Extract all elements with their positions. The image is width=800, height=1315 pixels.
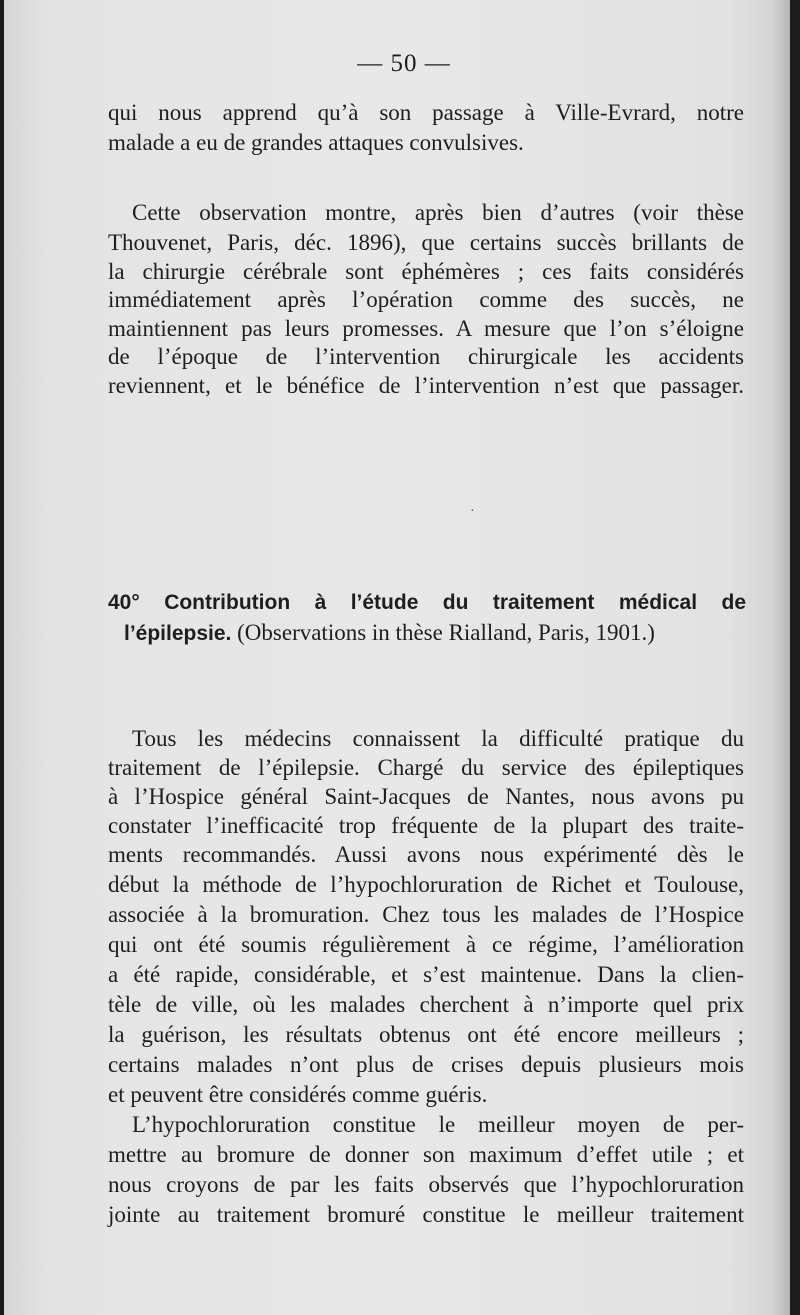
text-line: Cette observation montre, après bien d’autres (voir thèse [132, 200, 744, 225]
section-title-end: l’épilepsie. [124, 622, 232, 645]
text-line: qui ont été soumis régulièrement à ce régime, l’amélioration [108, 932, 744, 957]
text-line: certains malades n’ont plus de crises depuis plusieurs mois [108, 1052, 744, 1077]
ink-speck: · [470, 504, 475, 519]
section-heading-line-1 [108, 586, 746, 618]
text-line: reviennent, et le bénéfice de l’intervention n’est que passager. [108, 373, 744, 398]
text-line: Thouvenet, Paris, déc. 1896), que certains succès brillants de [108, 230, 744, 255]
text-line: a été rapide, considérable, et s’est maintenue. Dans la clien- [108, 962, 744, 987]
text-line: L’hypochloruration constitue le meilleur moyen de per- [132, 1112, 744, 1137]
section-subtitle: (Observations in thèse Rialland, Paris, 1901.) [231, 620, 655, 645]
text-line: qui nous apprend qu’à son passage à Ville-Evrard, notre [108, 100, 744, 125]
text-line: la guérison, les résultats obtenus ont été encore meilleurs ; [108, 1022, 744, 1047]
text-line: début la méthode de l’hypochloruration de Richet et Toulouse, [108, 872, 744, 897]
text-line: traitement de l’épilepsie. Chargé du service des épileptiques [108, 755, 744, 780]
book-page [4, 0, 790, 1315]
section-title: 40° Contribution à l’étude du traitement médical de [108, 591, 746, 614]
text-line: la chirurgie cérébrale sont éphémères ; ces faits considérés [108, 259, 744, 284]
text-line: et peuvent être considérés comme guéris. [108, 1082, 488, 1107]
text-line: tèle de ville, où les malades cherchent à n’importe quel prix [108, 992, 744, 1017]
text-line: Tous les médecins connaissent la difficulté pratique du [132, 726, 744, 751]
text-line: jointe au traitement bromuré constitue le meilleur traitement [108, 1202, 744, 1227]
text-line: nous croyons de par les faits observés que l’hypochloruration [108, 1172, 744, 1197]
text-line: à l’Hospice général Saint-Jacques de Nantes, nous avons pu [108, 784, 744, 809]
text-line: constater l’inefficacité trop fréquente de la plupart des traite- [108, 813, 744, 838]
text-line: mettre au bromure de donner son maximum d’effet utile ; et [108, 1142, 744, 1167]
page-number: — 50 — [357, 50, 451, 77]
text-line: immédiatement après l’opération comme des succès, ne [108, 287, 744, 312]
text-line: de l’époque de l’intervention chirurgicale les accidents [108, 344, 744, 369]
text-line: ments recommandés. Aussi avons nous expérimenté dès le [108, 842, 744, 867]
text-line: maintiennent pas leurs promesses. A mesure que l’on s’éloigne [108, 316, 744, 341]
section-heading-line-2 [124, 617, 655, 649]
text-line: malade a eu de grandes attaques convulsives. [108, 130, 524, 155]
text-line: associée à la bromuration. Chez tous les malades de l’Hospice [108, 902, 744, 927]
